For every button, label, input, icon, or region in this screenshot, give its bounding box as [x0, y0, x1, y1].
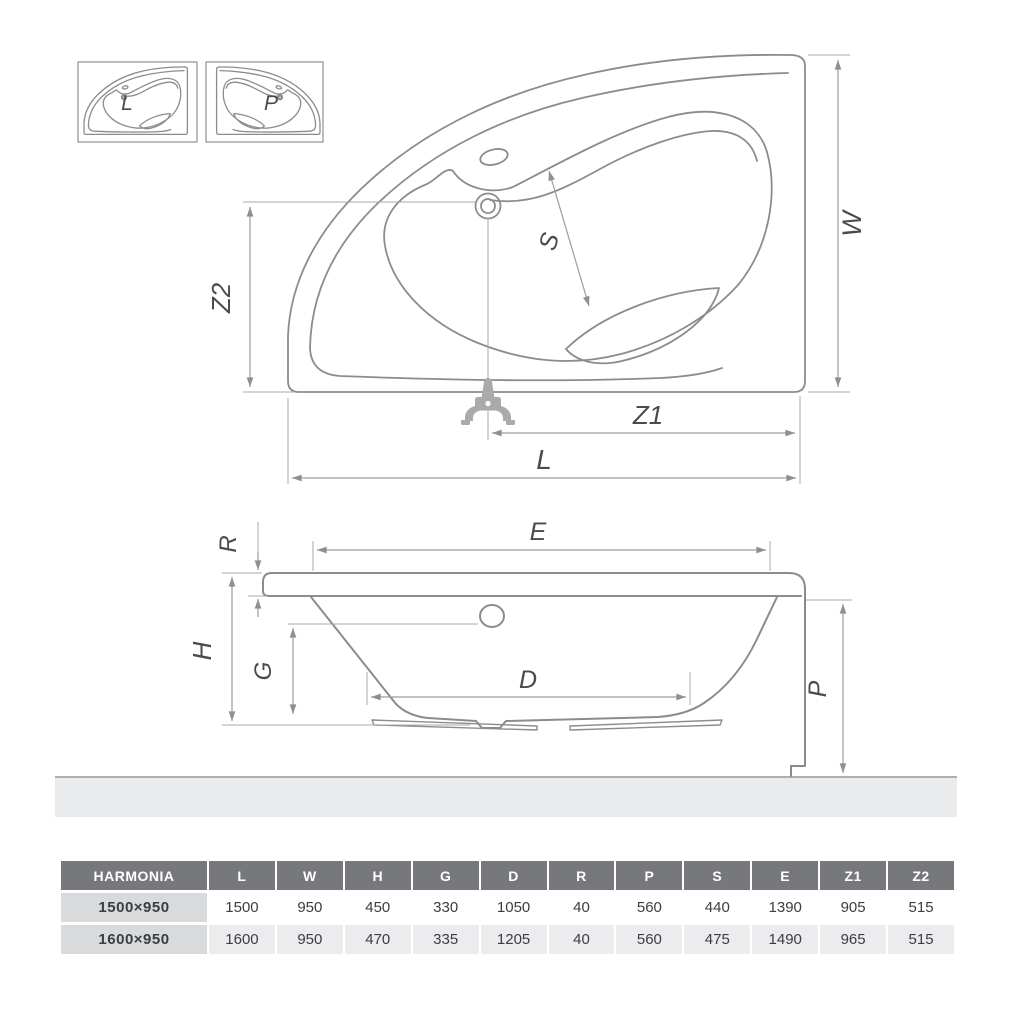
- table-header-col: Z2: [888, 861, 954, 890]
- label-z1: Z1: [632, 400, 664, 430]
- dim-value: 965: [820, 925, 886, 954]
- dim-value: 950: [277, 893, 343, 922]
- table-header-col: W: [277, 861, 343, 890]
- label-g: G: [250, 661, 277, 681]
- dim-value: 440: [684, 893, 750, 922]
- dim-value: 330: [413, 893, 479, 922]
- model-size: 1500×950: [61, 893, 207, 922]
- table-header-col: R: [549, 861, 615, 890]
- side-view: [55, 518, 957, 817]
- orientation-thumbnails: [78, 62, 323, 142]
- dim-value: 470: [345, 925, 411, 954]
- overflow-hole: [480, 605, 504, 627]
- label-d: D: [518, 666, 538, 694]
- table-header-col: Z1: [820, 861, 886, 890]
- table-row: [61, 925, 954, 954]
- dim-value: 1205: [481, 925, 547, 954]
- dim-value: 1500: [209, 893, 275, 922]
- label-e: E: [529, 518, 547, 546]
- dim-value: 560: [616, 893, 682, 922]
- dim-value: 950: [277, 925, 343, 954]
- table-header-col: S: [684, 861, 750, 890]
- table-header-col: D: [481, 861, 547, 890]
- dim-value: 515: [888, 893, 954, 922]
- bowl-profile: [311, 597, 777, 728]
- top-view-tub: [288, 55, 805, 392]
- table-header-model: HARMONIA: [61, 861, 207, 890]
- thumbnail-left-box: [78, 62, 197, 142]
- model-size: 1600×950: [61, 925, 207, 954]
- dim-value: 1050: [481, 893, 547, 922]
- dim-value: 475: [684, 925, 750, 954]
- label-w: W: [837, 211, 867, 237]
- label-s: S: [533, 229, 566, 254]
- label-z2: Z2: [206, 282, 236, 314]
- thumbnail-right-label: P: [263, 92, 279, 115]
- base-plate-right: [570, 720, 722, 730]
- dim-value: 515: [888, 925, 954, 954]
- dim-value: 450: [345, 893, 411, 922]
- label-h: H: [187, 641, 217, 661]
- label-r: R: [215, 535, 242, 553]
- rim-bottom-line: [263, 591, 801, 596]
- table-header-row: [61, 861, 954, 890]
- table-header-col: L: [209, 861, 275, 890]
- dim-value: 905: [820, 893, 886, 922]
- dim-value: 40: [549, 893, 615, 922]
- table-header-col: E: [752, 861, 818, 890]
- dimensions-table: [59, 858, 956, 957]
- label-p: P: [804, 680, 832, 698]
- dim-value: 1600: [209, 925, 275, 954]
- table-header-col: P: [616, 861, 682, 890]
- dim-value: 335: [413, 925, 479, 954]
- dim-value: 560: [616, 925, 682, 954]
- table-header-col: G: [413, 861, 479, 890]
- thumbnail-left-label: L: [121, 92, 133, 115]
- table-row: [61, 893, 954, 922]
- dim-value: 1490: [752, 925, 818, 954]
- floor: [55, 777, 957, 817]
- label-l: L: [536, 444, 552, 475]
- dim-value: 40: [549, 925, 615, 954]
- table-header-col: H: [345, 861, 411, 890]
- dim-value: 1390: [752, 893, 818, 922]
